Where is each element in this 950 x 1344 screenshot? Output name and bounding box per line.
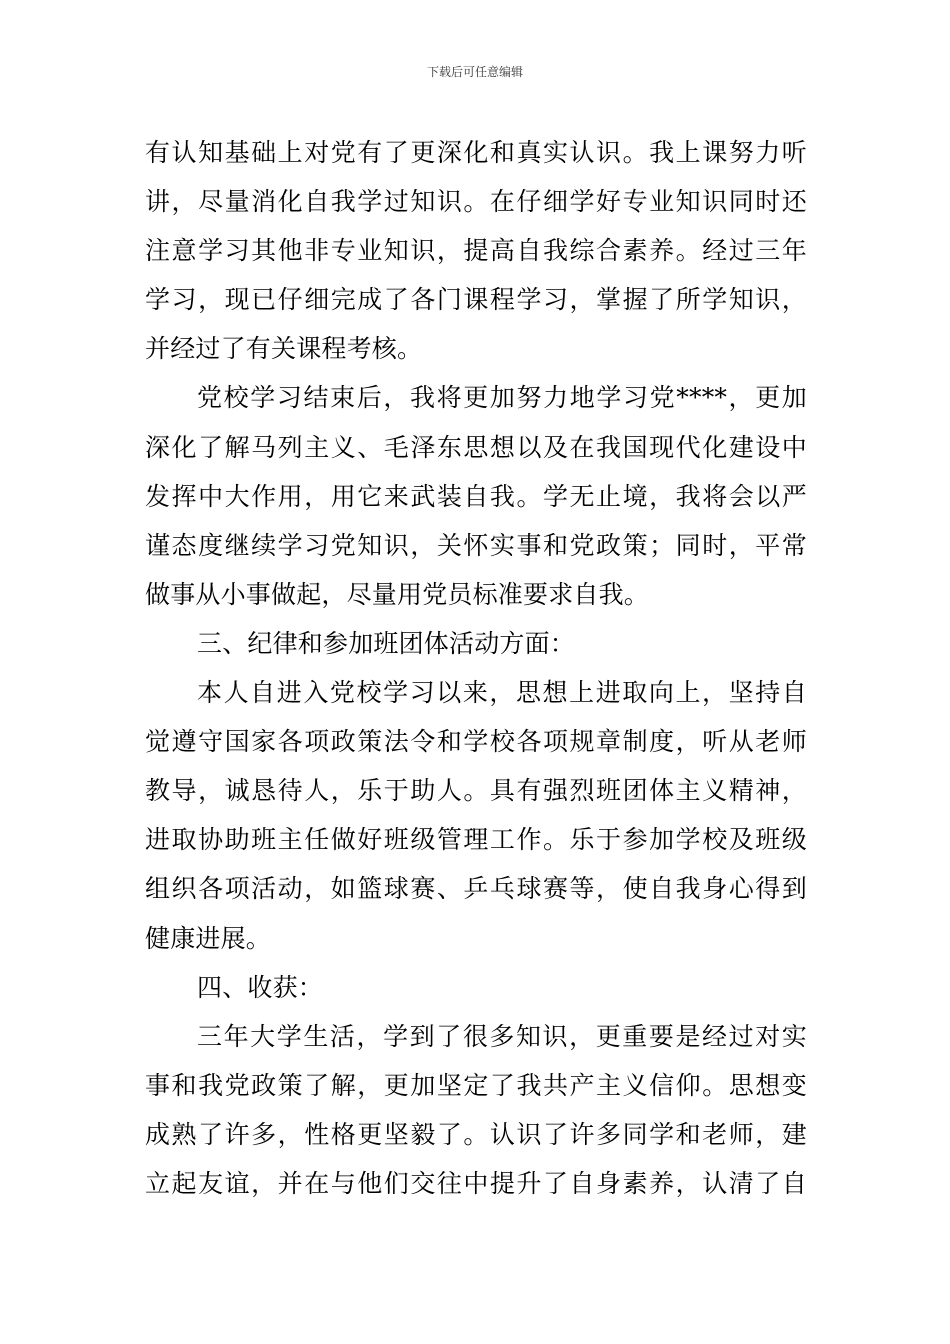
text-line: 教导，诚恳待人，乐于助人。具有强烈班团体主义精神， xyxy=(145,776,807,806)
text-line: 谨态度继续学习党知识，关怀实事和党政策；同时，平常 xyxy=(145,530,807,560)
text-line: 注意学习其他非专业知识，提高自我综合素养。经过三年 xyxy=(145,236,807,266)
section-heading-discipline xyxy=(145,619,807,668)
text-line: 做事从小事做起，尽量用党员标准要求自我。 xyxy=(145,579,650,609)
paragraph-study-continued xyxy=(145,128,807,373)
text-line: 深化了解马列主义、毛泽东思想以及在我国现代化建设中 xyxy=(145,432,807,462)
text-line: 有认知基础上对党有了更深化和真实认识。我上课努力听 xyxy=(145,138,807,167)
text-line: 组织各项活动，如篮球赛、乒乓球赛等，使自我身心得到 xyxy=(145,874,807,904)
text-line: 党校学习结束后，我将更加努力地学习党****，更加 xyxy=(197,383,807,413)
text-line: 三年大学生活，学到了很多知识，更重要是经过对实 xyxy=(197,1021,807,1051)
text-line: 觉遵守国家各项政策法令和学校各项规章制度，听从老师 xyxy=(145,727,807,757)
text-line: 本人自进入党校学习以来，思想上进取向上，坚持自 xyxy=(197,678,807,708)
text-line: 发挥中大作用，用它来武装自我。学无止境，我将会以严 xyxy=(145,481,807,511)
text-line: 成熟了许多，性格更坚毅了。认识了许多同学和老师，建 xyxy=(145,1119,807,1149)
text-line: 立起友谊，并在与他们交往中提升了自身素养，认清了自 xyxy=(145,1168,807,1198)
paragraph-after-school xyxy=(145,373,807,618)
section-heading: 三、纪律和参加班团体活动方面： xyxy=(197,628,576,658)
page-header: 下载后可任意编辑 xyxy=(426,65,523,79)
paragraph-discipline xyxy=(145,668,807,963)
document-body xyxy=(145,128,807,1208)
text-line: 进取协助班主任做好班级管理工作。乐于参加学校及班级 xyxy=(145,825,807,855)
text-line: 健康进展。 xyxy=(145,923,272,953)
text-line: 并经过了有关课程考核。 xyxy=(145,334,423,364)
text-line: 讲，尽量消化自我学过知识。在仔细学好专业知识同时还 xyxy=(145,187,807,217)
paragraph-harvest xyxy=(145,1012,807,1208)
text-line: 学习，现已仔细完成了各门课程学习，掌握了所学知识， xyxy=(145,285,807,315)
section-heading: 四、收获： xyxy=(197,972,324,1002)
text-line: 事和我党政策了解，更加坚定了我共产主义信仰。思想变 xyxy=(145,1070,807,1100)
section-heading-harvest xyxy=(145,963,807,1012)
